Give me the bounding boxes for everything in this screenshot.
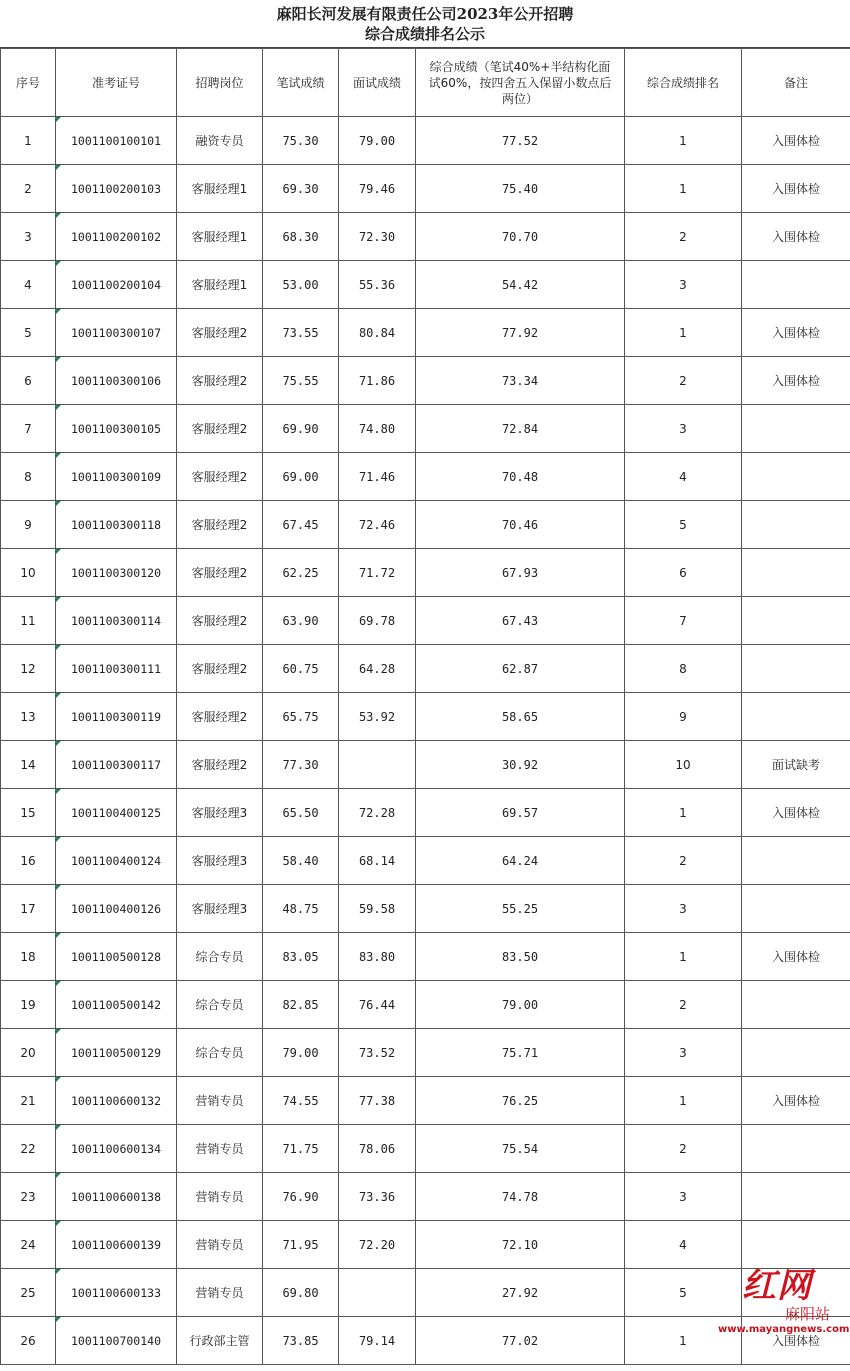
cell-index: 14 <box>1 741 56 789</box>
table-row <box>1 117 850 165</box>
cell-position: 客服经理2 <box>177 405 263 453</box>
cell-rank: 1 <box>625 1077 742 1125</box>
table-row <box>1 645 850 693</box>
cell-interview-score: 79.14 <box>339 1317 416 1365</box>
cell-rank: 2 <box>625 213 742 261</box>
table-row <box>1 933 850 981</box>
cell-ticket-number: 1001100500142 <box>56 981 177 1029</box>
cell-position: 综合专员 <box>177 981 263 1029</box>
cell-index: 20 <box>1 1029 56 1077</box>
table-row <box>1 1077 850 1125</box>
column-header: 序号 <box>1 49 56 117</box>
cell-remark: 入围体检 <box>742 165 850 213</box>
table-row <box>1 309 850 357</box>
cell-written-score: 68.30 <box>263 213 339 261</box>
cell-composite-score: 54.42 <box>416 261 625 309</box>
watermark-site: www.mayangnews.com <box>718 1324 850 1335</box>
cell-remark <box>742 1173 850 1221</box>
cell-position: 营销专员 <box>177 1125 263 1173</box>
cell-index: 11 <box>1 597 56 645</box>
cell-written-score: 69.00 <box>263 453 339 501</box>
cell-position: 综合专员 <box>177 1029 263 1077</box>
cell-rank: 1 <box>625 933 742 981</box>
table-row <box>1 357 850 405</box>
table-header-row <box>1 49 850 117</box>
cell-composite-score: 67.43 <box>416 597 625 645</box>
cell-ticket-number: 1001100300120 <box>56 549 177 597</box>
cell-ticket-number: 1001100500129 <box>56 1029 177 1077</box>
cell-position: 客服经理1 <box>177 261 263 309</box>
cell-composite-score: 75.71 <box>416 1029 625 1077</box>
cell-ticket-number: 1001100200104 <box>56 261 177 309</box>
column-header: 综合成绩排名 <box>625 49 742 117</box>
table-row <box>1 165 850 213</box>
cell-ticket-number: 1001100500128 <box>56 933 177 981</box>
cell-index: 12 <box>1 645 56 693</box>
cell-index: 10 <box>1 549 56 597</box>
cell-remark <box>742 1125 850 1173</box>
cell-written-score: 69.30 <box>263 165 339 213</box>
cell-ticket-number: 1001100600133 <box>56 1269 177 1317</box>
cell-interview-score: 80.84 <box>339 309 416 357</box>
column-header: 准考证号 <box>56 49 177 117</box>
cell-position: 客服经理1 <box>177 165 263 213</box>
cell-rank: 3 <box>625 405 742 453</box>
cell-position: 客服经理2 <box>177 645 263 693</box>
cell-written-score: 79.00 <box>263 1029 339 1077</box>
column-header: 综合成绩（笔试40%+半结构化面试60%，按四舍五入保留小数点后两位） <box>416 49 625 117</box>
cell-remark: 入围体检 <box>742 213 850 261</box>
table-row <box>1 1221 850 1269</box>
cell-written-score: 65.50 <box>263 789 339 837</box>
cell-written-score: 71.75 <box>263 1125 339 1173</box>
column-header: 面试成绩 <box>339 49 416 117</box>
cell-written-score: 73.55 <box>263 309 339 357</box>
cell-written-score: 69.90 <box>263 405 339 453</box>
cell-index: 16 <box>1 837 56 885</box>
cell-interview-score: 83.80 <box>339 933 416 981</box>
cell-remark: 入围体检 <box>742 357 850 405</box>
cell-ticket-number: 1001100300107 <box>56 309 177 357</box>
table-row <box>1 1125 850 1173</box>
table-row <box>1 261 850 309</box>
table-row <box>1 405 850 453</box>
table-row <box>1 549 850 597</box>
cell-written-score: 62.25 <box>263 549 339 597</box>
table-row <box>1 741 850 789</box>
cell-index: 9 <box>1 501 56 549</box>
watermark-logo: 红网 <box>742 1266 812 1306</box>
cell-remark: 入围体检 <box>742 1077 850 1125</box>
cell-remark <box>742 1029 850 1077</box>
cell-position: 客服经理2 <box>177 453 263 501</box>
cell-index: 3 <box>1 213 56 261</box>
title-block <box>0 0 850 48</box>
cell-remark <box>742 405 850 453</box>
cell-interview-score: 73.36 <box>339 1173 416 1221</box>
cell-interview-score: 71.46 <box>339 453 416 501</box>
cell-composite-score: 58.65 <box>416 693 625 741</box>
cell-ticket-number: 1001100300109 <box>56 453 177 501</box>
cell-composite-score: 74.78 <box>416 1173 625 1221</box>
cell-interview-score: 59.58 <box>339 885 416 933</box>
cell-written-score: 71.95 <box>263 1221 339 1269</box>
cell-ticket-number: 1001100300117 <box>56 741 177 789</box>
cell-interview-score: 72.30 <box>339 213 416 261</box>
cell-position: 客服经理1 <box>177 213 263 261</box>
cell-remark <box>742 597 850 645</box>
cell-position: 客服经理2 <box>177 693 263 741</box>
cell-composite-score: 75.54 <box>416 1125 625 1173</box>
cell-composite-score: 83.50 <box>416 933 625 981</box>
cell-interview-score <box>339 1269 416 1317</box>
cell-rank: 7 <box>625 597 742 645</box>
cell-rank: 6 <box>625 549 742 597</box>
cell-rank: 10 <box>625 741 742 789</box>
cell-written-score: 75.30 <box>263 117 339 165</box>
cell-written-score: 75.55 <box>263 357 339 405</box>
cell-composite-score: 55.25 <box>416 885 625 933</box>
column-header: 备注 <box>742 49 850 117</box>
cell-index: 4 <box>1 261 56 309</box>
cell-remark: 入围体检 <box>742 309 850 357</box>
cell-rank: 2 <box>625 357 742 405</box>
cell-composite-score: 70.46 <box>416 501 625 549</box>
cell-rank: 3 <box>625 1173 742 1221</box>
cell-index: 21 <box>1 1077 56 1125</box>
cell-composite-score: 70.48 <box>416 453 625 501</box>
cell-index: 22 <box>1 1125 56 1173</box>
cell-ticket-number: 1001100300105 <box>56 405 177 453</box>
cell-written-score: 63.90 <box>263 597 339 645</box>
cell-remark <box>742 645 850 693</box>
cell-index: 18 <box>1 933 56 981</box>
cell-index: 17 <box>1 885 56 933</box>
cell-rank: 3 <box>625 885 742 933</box>
cell-index: 6 <box>1 357 56 405</box>
column-header: 笔试成绩 <box>263 49 339 117</box>
page-subtitle: 综合成绩排名公示 <box>364 25 485 43</box>
cell-remark: 入围体检 <box>742 117 850 165</box>
cell-rank: 2 <box>625 1125 742 1173</box>
cell-position: 客服经理2 <box>177 357 263 405</box>
cell-rank: 4 <box>625 453 742 501</box>
cell-interview-score: 79.46 <box>339 165 416 213</box>
cell-composite-score: 77.02 <box>416 1317 625 1365</box>
cell-rank: 1 <box>625 789 742 837</box>
cell-remark <box>742 981 850 1029</box>
cell-interview-score: 77.38 <box>339 1077 416 1125</box>
cell-written-score: 74.55 <box>263 1077 339 1125</box>
cell-written-score: 58.40 <box>263 837 339 885</box>
cell-interview-score: 79.00 <box>339 117 416 165</box>
cell-interview-score: 72.46 <box>339 501 416 549</box>
cell-index: 13 <box>1 693 56 741</box>
cell-written-score: 60.75 <box>263 645 339 693</box>
cell-position: 客服经理2 <box>177 597 263 645</box>
cell-composite-score: 75.40 <box>416 165 625 213</box>
column-header: 招聘岗位 <box>177 49 263 117</box>
cell-ticket-number: 1001100200102 <box>56 213 177 261</box>
cell-remark: 入围体检 <box>742 1317 850 1365</box>
cell-written-score: 77.30 <box>263 741 339 789</box>
cell-interview-score: 73.52 <box>339 1029 416 1077</box>
cell-interview-score: 72.28 <box>339 789 416 837</box>
cell-position: 客服经理3 <box>177 885 263 933</box>
cell-index: 23 <box>1 1173 56 1221</box>
cell-interview-score: 55.36 <box>339 261 416 309</box>
cell-rank: 2 <box>625 981 742 1029</box>
cell-composite-score: 72.84 <box>416 405 625 453</box>
cell-remark <box>742 885 850 933</box>
cell-ticket-number: 1001100100101 <box>56 117 177 165</box>
cell-composite-score: 72.10 <box>416 1221 625 1269</box>
cell-rank: 3 <box>625 1029 742 1077</box>
cell-composite-score: 69.57 <box>416 789 625 837</box>
cell-interview-score: 68.14 <box>339 837 416 885</box>
cell-rank: 1 <box>625 309 742 357</box>
cell-composite-score: 73.34 <box>416 357 625 405</box>
table-body <box>1 117 850 1365</box>
cell-position: 综合专员 <box>177 933 263 981</box>
cell-composite-score: 77.52 <box>416 117 625 165</box>
cell-position: 客服经理2 <box>177 309 263 357</box>
cell-remark: 面试缺考 <box>742 741 850 789</box>
cell-position: 融资专员 <box>177 117 263 165</box>
table-row <box>1 597 850 645</box>
cell-ticket-number: 1001100400124 <box>56 837 177 885</box>
cell-interview-score: 78.06 <box>339 1125 416 1173</box>
cell-position: 营销专员 <box>177 1221 263 1269</box>
cell-ticket-number: 1001100300111 <box>56 645 177 693</box>
table-row <box>1 693 850 741</box>
cell-rank: 5 <box>625 501 742 549</box>
cell-rank: 3 <box>625 261 742 309</box>
cell-interview-score: 76.44 <box>339 981 416 1029</box>
cell-ticket-number: 1001100200103 <box>56 165 177 213</box>
cell-interview-score: 69.78 <box>339 597 416 645</box>
cell-ticket-number: 1001100600138 <box>56 1173 177 1221</box>
cell-written-score: 53.00 <box>263 261 339 309</box>
cell-written-score: 83.05 <box>263 933 339 981</box>
cell-written-score: 69.80 <box>263 1269 339 1317</box>
cell-index: 25 <box>1 1269 56 1317</box>
cell-ticket-number: 1001100600134 <box>56 1125 177 1173</box>
cell-interview-score: 71.72 <box>339 549 416 597</box>
cell-remark <box>742 1221 850 1269</box>
cell-written-score: 73.85 <box>263 1317 339 1365</box>
cell-composite-score: 64.24 <box>416 837 625 885</box>
cell-index: 19 <box>1 981 56 1029</box>
cell-composite-score: 30.92 <box>416 741 625 789</box>
table-row <box>1 885 850 933</box>
cell-remark: 入围体检 <box>742 789 850 837</box>
page-title: 麻阳长河发展有限责任公司2023年公开招聘 <box>276 5 574 23</box>
table-row <box>1 837 850 885</box>
cell-remark: 入围体检 <box>742 933 850 981</box>
cell-remark <box>742 693 850 741</box>
cell-ticket-number: 1001100300119 <box>56 693 177 741</box>
cell-position: 客服经理2 <box>177 741 263 789</box>
table-row <box>1 1173 850 1221</box>
cell-written-score: 48.75 <box>263 885 339 933</box>
cell-composite-score: 70.70 <box>416 213 625 261</box>
cell-composite-score: 77.92 <box>416 309 625 357</box>
cell-rank: 1 <box>625 1317 742 1365</box>
cell-rank: 9 <box>625 693 742 741</box>
cell-index: 24 <box>1 1221 56 1269</box>
cell-composite-score: 62.87 <box>416 645 625 693</box>
results-table <box>0 48 850 1365</box>
cell-interview-score: 74.80 <box>339 405 416 453</box>
cell-composite-score: 79.00 <box>416 981 625 1029</box>
cell-position: 客服经理3 <box>177 837 263 885</box>
table-row <box>1 453 850 501</box>
cell-interview-score: 53.92 <box>339 693 416 741</box>
cell-position: 客服经理2 <box>177 549 263 597</box>
cell-position: 行政部主管 <box>177 1317 263 1365</box>
cell-position: 营销专员 <box>177 1077 263 1125</box>
cell-interview-score <box>339 741 416 789</box>
cell-remark <box>742 549 850 597</box>
cell-rank: 8 <box>625 645 742 693</box>
cell-composite-score: 27.92 <box>416 1269 625 1317</box>
cell-ticket-number: 1001100300106 <box>56 357 177 405</box>
watermark-station: 麻阳站 <box>784 1305 830 1323</box>
table-row <box>1 789 850 837</box>
cell-index: 15 <box>1 789 56 837</box>
cell-ticket-number: 1001100300114 <box>56 597 177 645</box>
cell-index: 5 <box>1 309 56 357</box>
cell-position: 客服经理3 <box>177 789 263 837</box>
cell-interview-score: 72.20 <box>339 1221 416 1269</box>
cell-rank: 1 <box>625 117 742 165</box>
cell-index: 1 <box>1 117 56 165</box>
cell-ticket-number: 1001100600139 <box>56 1221 177 1269</box>
cell-written-score: 82.85 <box>263 981 339 1029</box>
cell-written-score: 67.45 <box>263 501 339 549</box>
cell-position: 客服经理2 <box>177 501 263 549</box>
cell-remark <box>742 453 850 501</box>
cell-written-score: 76.90 <box>263 1173 339 1221</box>
watermark <box>718 1266 850 1351</box>
cell-ticket-number: 1001100700140 <box>56 1317 177 1365</box>
table-row <box>1 501 850 549</box>
cell-ticket-number: 1001100300118 <box>56 501 177 549</box>
cell-remark <box>742 837 850 885</box>
cell-position: 营销专员 <box>177 1173 263 1221</box>
cell-position: 营销专员 <box>177 1269 263 1317</box>
cell-index: 7 <box>1 405 56 453</box>
cell-ticket-number: 1001100400125 <box>56 789 177 837</box>
cell-rank: 1 <box>625 165 742 213</box>
cell-composite-score: 67.93 <box>416 549 625 597</box>
cell-index: 26 <box>1 1317 56 1365</box>
table-row <box>1 981 850 1029</box>
cell-remark <box>742 261 850 309</box>
cell-written-score: 65.75 <box>263 693 339 741</box>
cell-rank: 4 <box>625 1221 742 1269</box>
cell-index: 8 <box>1 453 56 501</box>
table-row <box>1 1029 850 1077</box>
cell-rank: 2 <box>625 837 742 885</box>
cell-interview-score: 64.28 <box>339 645 416 693</box>
cell-index: 2 <box>1 165 56 213</box>
table-row <box>1 213 850 261</box>
cell-ticket-number: 1001100600132 <box>56 1077 177 1125</box>
cell-composite-score: 76.25 <box>416 1077 625 1125</box>
cell-remark <box>742 501 850 549</box>
cell-rank: 5 <box>625 1269 742 1317</box>
cell-interview-score: 71.86 <box>339 357 416 405</box>
cell-ticket-number: 1001100400126 <box>56 885 177 933</box>
